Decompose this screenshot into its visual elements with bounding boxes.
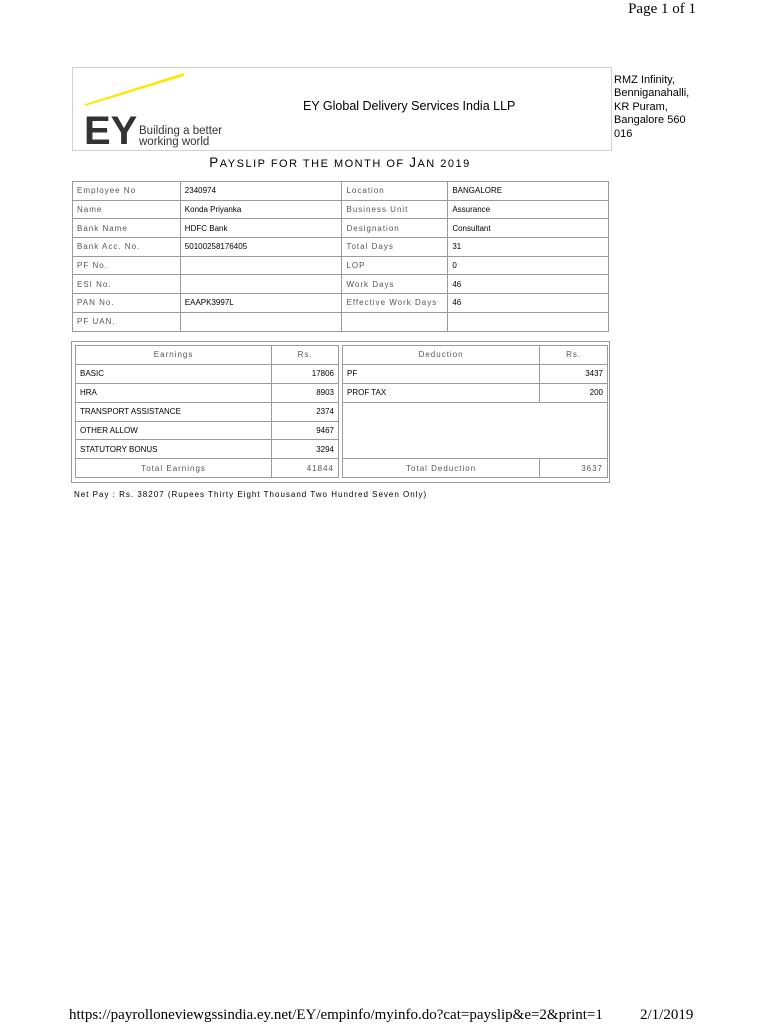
address-line: Bangalore 560 bbox=[614, 114, 686, 127]
info-value: Konda Priyanka bbox=[180, 200, 342, 219]
info-value: HDFC Bank bbox=[180, 219, 342, 238]
info-value bbox=[448, 312, 609, 331]
empty-filler-row bbox=[343, 421, 608, 440]
info-label: Work Days bbox=[342, 275, 448, 294]
info-label: Effective Work Days bbox=[342, 294, 448, 313]
page-indicator: Page 1 of 1 bbox=[628, 1, 696, 17]
info-value: EAAPK3997L bbox=[180, 294, 342, 313]
company-name: EY Global Delivery Services India LLP bbox=[303, 99, 516, 113]
table-row bbox=[343, 364, 608, 383]
info-label: Business Unit bbox=[342, 200, 448, 219]
total-earnings-amount: 41844 bbox=[272, 459, 339, 478]
total-row bbox=[343, 459, 608, 478]
info-label: Total Days bbox=[342, 238, 448, 257]
table-row bbox=[73, 200, 609, 219]
info-label: Employee No bbox=[73, 182, 181, 201]
earning-amount: 2374 bbox=[272, 402, 339, 421]
info-value: Assurance bbox=[448, 200, 609, 219]
empty-filler-row bbox=[343, 402, 608, 421]
info-value bbox=[180, 275, 342, 294]
table-row bbox=[76, 440, 339, 459]
info-value bbox=[180, 312, 342, 331]
info-value: BANGALORE bbox=[448, 182, 609, 201]
address-line: Benniganahalli, bbox=[614, 87, 690, 100]
table-row bbox=[76, 402, 339, 421]
deductions-amount-header: Rs. bbox=[540, 346, 608, 365]
info-label: PAN No. bbox=[73, 294, 181, 313]
deduction-label: PF bbox=[343, 364, 540, 383]
deductions-table bbox=[342, 345, 608, 478]
address-line: 016 bbox=[614, 127, 633, 140]
info-label: PF No. bbox=[73, 256, 181, 275]
total-earnings-label: Total Earnings bbox=[76, 459, 272, 478]
info-value: 46 bbox=[448, 294, 609, 313]
empty-filler-row bbox=[343, 440, 608, 459]
table-header-row bbox=[343, 346, 608, 365]
footer-date: 2/1/2019 bbox=[640, 1007, 694, 1023]
table-row bbox=[76, 421, 339, 440]
earning-label: STATUTORY BONUS bbox=[76, 440, 272, 459]
earning-amount: 17806 bbox=[272, 364, 339, 383]
table-header-row bbox=[76, 346, 339, 365]
payslip-title: PAYSLIP FOR THE MONTH OF JAN 2019 bbox=[209, 155, 471, 170]
info-label: PF UAN. bbox=[73, 312, 181, 331]
table-row bbox=[73, 312, 609, 331]
info-value: 50100258176405 bbox=[180, 238, 342, 257]
table-row bbox=[73, 256, 609, 275]
total-row bbox=[76, 459, 339, 478]
company-address bbox=[614, 74, 724, 141]
info-value: 46 bbox=[448, 275, 609, 294]
address-line: KR Puram, bbox=[614, 100, 668, 113]
earnings-amount-header: Rs. bbox=[272, 346, 339, 365]
info-value: Consultant bbox=[448, 219, 609, 238]
table-row bbox=[343, 383, 608, 402]
info-label: Designation bbox=[342, 219, 448, 238]
earning-label: BASIC bbox=[76, 364, 272, 383]
empty-cell bbox=[343, 402, 608, 421]
table-row bbox=[73, 219, 609, 238]
ey-logo-beam bbox=[85, 73, 184, 106]
info-label: LOP bbox=[342, 256, 448, 275]
earnings-table bbox=[75, 345, 339, 478]
table-row bbox=[73, 238, 609, 257]
info-value: 2340974 bbox=[180, 182, 342, 201]
earning-label: OTHER ALLOW bbox=[76, 421, 272, 440]
total-deduction-label: Total Deduction bbox=[343, 459, 540, 478]
earning-label: HRA bbox=[76, 383, 272, 402]
ey-tagline-line1: Building a better bbox=[139, 125, 223, 137]
employee-info-table bbox=[72, 181, 609, 332]
table-row bbox=[73, 294, 609, 313]
info-label: Name bbox=[73, 200, 181, 219]
payslip-header bbox=[72, 67, 612, 151]
address-line: RMZ Infinity, bbox=[614, 74, 675, 86]
table-row bbox=[76, 364, 339, 383]
info-label: ESI No. bbox=[73, 275, 181, 294]
earnings-deductions-section bbox=[71, 341, 610, 483]
empty-cell bbox=[343, 421, 608, 440]
info-label: Location bbox=[342, 182, 448, 201]
footer-url: https://payrolloneviewgssindia.ey.net/EY/empinfo/myinfo.do?cat=payslip&e=2&print=1 bbox=[69, 1007, 603, 1023]
earning-amount: 8903 bbox=[272, 383, 339, 402]
earning-amount: 9467 bbox=[272, 421, 339, 440]
info-value: 31 bbox=[448, 238, 609, 257]
earnings-header: Earnings bbox=[76, 346, 272, 365]
info-label: Bank Name bbox=[73, 219, 181, 238]
total-deduction-amount: 3637 bbox=[540, 459, 608, 478]
info-label bbox=[342, 312, 448, 331]
ey-logo-letters: EY bbox=[84, 109, 138, 149]
table-row bbox=[73, 182, 609, 201]
deduction-label: PROF TAX bbox=[343, 383, 540, 402]
table-row bbox=[76, 383, 339, 402]
earning-label: TRANSPORT ASSISTANCE bbox=[76, 402, 272, 421]
deduction-amount: 200 bbox=[540, 383, 608, 402]
info-label: Bank Acc. No. bbox=[73, 238, 181, 257]
net-pay: Net Pay : Rs. 38207 (Rupees Thirty Eight Thousand Two Hundred Seven Only) bbox=[74, 490, 428, 499]
deduction-amount: 3437 bbox=[540, 364, 608, 383]
earning-amount: 3294 bbox=[272, 440, 339, 459]
deductions-header: Deduction bbox=[343, 346, 540, 365]
table-row bbox=[73, 275, 609, 294]
ey-tagline-line2: working world bbox=[139, 136, 210, 148]
info-value: 0 bbox=[448, 256, 609, 275]
empty-cell bbox=[343, 440, 608, 459]
ey-logo bbox=[83, 73, 233, 149]
info-value bbox=[180, 256, 342, 275]
